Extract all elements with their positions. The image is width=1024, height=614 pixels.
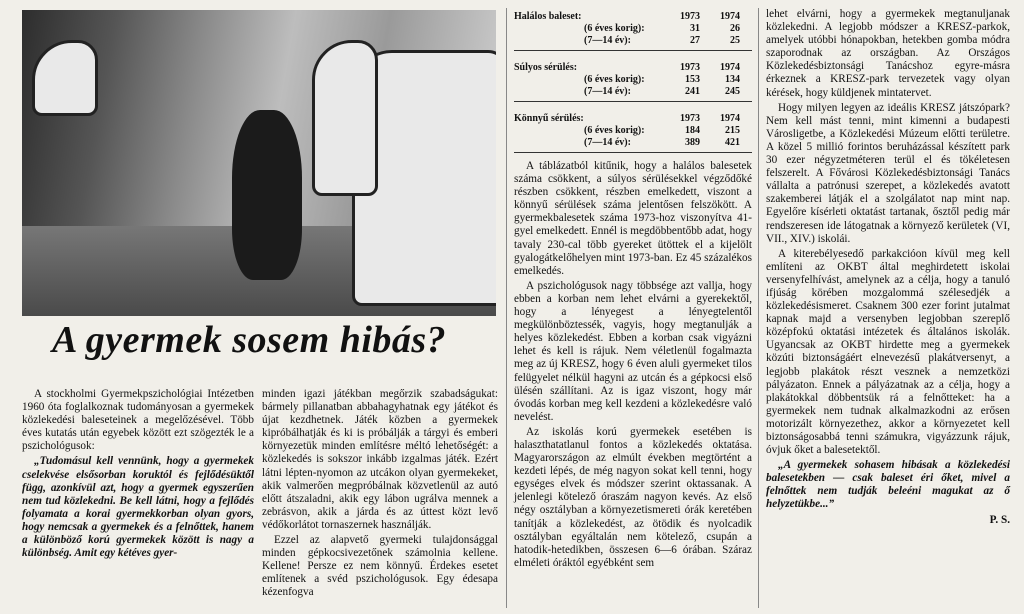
value: 241 (685, 86, 700, 97)
closing-quote: „A gyermekek sohasem hibásak a közlekedési balesetekben — csak baleset éri őket, mivel a felnőttek nem tudják beleéni magukat az ő helyzetükbe...” (766, 459, 1010, 511)
value: 25 (730, 35, 740, 46)
age-group: (6 éves korig): (584, 74, 645, 85)
stats-label: Könnyű sérülés: (514, 113, 584, 124)
article-column-3 (514, 160, 752, 572)
author-signature: P. S. (989, 513, 1010, 526)
article-column-2 (262, 388, 498, 602)
stats-fatal (514, 8, 752, 51)
age-group: (6 éves korig): (584, 23, 645, 34)
year: 1973 (680, 62, 700, 73)
stats-label: Súlyos sérülés: (514, 62, 578, 73)
statistics-table (514, 8, 752, 161)
age-group: (7—14 év): (584, 35, 631, 46)
column-divider (506, 8, 507, 608)
article-column-4 (766, 8, 1010, 527)
value: 134 (725, 74, 740, 85)
column-divider (758, 8, 759, 608)
year: 1974 (720, 11, 740, 22)
age-group: (6 éves korig): (584, 125, 645, 136)
parked-car (32, 40, 98, 116)
value: 421 (725, 137, 740, 148)
year: 1973 (680, 11, 700, 22)
value: 153 (685, 74, 700, 85)
year: 1974 (720, 113, 740, 124)
paragraph: Ezzel az alapvető gyermeki tulajdonsággal minden gépkocsivezetőnek számolnia kellene. Kellene! Persze ez nem könnyű. Érdekes esetet említenek a svéd pszichológusok. Egy édesapa kézenfogva (262, 534, 498, 599)
quote-paragraph: „Tudomásul kell vennünk, hogy a gyermekek cselekvése elsősorban koruktól és fejlődésüktől függ, azonkívül azt, hogy a gyermek egyszerűen nem tud közlekedni. Be kell látni, hogy a fejlődés folyamata a korai gyermekkorban olyan gyors, hogy nemcsak a gyermekek és a felnőttek, hanem a különböző korú gyermekek között is nagy a különbség. Amit egy kétéves gyer- (22, 455, 254, 560)
value: 389 (685, 137, 700, 148)
paragraph: A stockholmi Gyermekpszichológiai Intézetben 1960 óta foglalkoznak tudományosan a gyermekek közlekedési baleseteinek a megelőzésével. Több éves kutatás után egyebek között ezt szögezték le a pszichológusok: (22, 388, 254, 453)
value: 215 (725, 125, 740, 136)
paragraph: A táblázatból kitűnik, hogy a halálos balesetek száma csökkent, a súlyos sérülésekkel végződőké részben csökkent, részben emelkedett, viszont a könnyű sérülések száma jelentősen felszökött. A gyermekbalesetek száma 1973-hoz viszonyítva 41-gyel emelkedett. Ennél is megdöbbentőbb adat, hogy tavaly 230-cal több gyereket ütöttek el a kijelölt gyalogátkelőhelyen mint 1973-ban. Ez 45 százalékos emelkedés. (514, 160, 752, 277)
year: 1974 (720, 62, 740, 73)
age-group: (7—14 év): (584, 137, 631, 148)
paragraph: Hogy milyen legyen az ideális KRESZ játszópark? Nem kell mást tenni, mint kimenni a budapesti Városligetbe, a Közlekedési Múzeum előtti területre. A közel 5 millió forintos beruházással készített park 30 ezer négyzetméteren terül el és tökéletesen felszerelt. A Fővárosi Közlekedésbiztonsági Tanács vállalta a patrónusi szerepet, a közlekedés avatott szakemberei látják el a szolgálatot nap mint nap. Egyelőre kísérleti oktatást tartanak, ősztől pedig már rendszeresen ide látogatnak a környező kerületek (VI, VII., XIV.) iskolái. (766, 101, 1010, 245)
paragraph: minden igazi játékban megőrzik szabadságukat: bármely pillanatban abbahagyhatnak egy játékot és újat kezdhetnek. Játék közben a gyermekek kipróbálhatják és ki is próbálják a tárgyi és emberi környezetük minden említésre méltó lehetőségét: a közlekedés is sokszor inkább izgalmas játék. Ezért látni lépten-nyomon az utcákon olyan gyermekeket, akik valmerően megpróbálnak közvetlenül az autó előtt átszaladni, akik egy lábon ugrálva mennek a zebrásvon, akik a járda és az úttest közt levő védőkorlátot tornaszernek használják. (262, 388, 498, 531)
paragraph: Az iskolás korú gyermekek esetében is halaszthatatlanul fontos a közlekedés oktatása. Magyarországon az elmúlt években megtörtént a kezdeti lépés, de még nagyon sokat kell tenni, hogy egységes elvek és módszer szerint oktassanak. A jelenlegi kötelező óraszám nagyon kevés. Az első négy osztályban a környezetismereti órák keretében tanítják a közlekedést, az ötödik és nyolcadik osztályban egyáltalán nem kötelező, csupán a hatodik-hetedikben, összesen 6—6 órában. Száraz elméleti óráktól egyébként sem (514, 425, 752, 569)
stats-label: Halálos baleset: (514, 11, 582, 22)
running-child (232, 110, 302, 280)
value: 184 (685, 125, 700, 136)
value: 245 (725, 86, 740, 97)
value: 26 (730, 23, 740, 34)
paragraph: lehet elvárni, hogy a gyermekek megtanuljanak közlekedni. A legjobb módszer a KRESZ-parkok, amelyek utóbbi hónapokban, hetekben gomba módra szaporodnak az országban. Az Országos Közlekedésbiztonsági Tanácshoz egyre-másra érkeznek a KRESZ-park tervezetek vagy olyan kérések, hogy küldjenek mintatervet. (766, 8, 1010, 99)
value: 31 (690, 23, 700, 34)
value: 27 (690, 35, 700, 46)
paragraph: A pszichológusok nagy többsége azt vallja, hogy ebben a korban nem lehet elvárni a gyerekektől, hogy a lényegest a lényegtelentől megkülönböztessék, vagyis, hogy megtanulják a helyes közlekedést. Ebben a korban csak vigyázni lehet és kell is rájuk. Nem véletlenül fogalmazta meg az új KRESZ, hogy 6 éven aluli gyermeket tilos felügyelet nélkül hagyni az utcán és a gépkocsi első ülésén szállítani. Az is igaz viszont, hogy már óvodás korban meg kell kezdeni a közlekedésre való nevelést. (514, 279, 752, 423)
paragraph: A kiterebélyesedő parkakcióon kívül meg kell említeni az OKBT által meghirdetett iskolai versenyfelhívást, amelynek az a célja, hogy a tanuló ifjúság körében mozgalommá szélesedjék a közlekedésismeret. Csaknem 300 ezer forint jutalmat kapnak majd a versenyben legjobban szereplő középfokú oktatási intézetek és általános iskolák. Ugyancsak az OKBT hirdette meg a gyermekek közúti biztonságáért elnevezésű plakátversenyt, a legjobb plakátok részt vesznek a nemzetközi pályázaton. Ennek a pályázatnak az a célja, hogy a plakátokkal döbbentsük rá a felnőtteket: ha a gyermekek nem tudnak alkalmazkodni az erősen motorizált környezethez, akkor a környezetet kell biztonságosabbá tenni számukra, vigyázzunk rájuk, óvjuk őket a balesetektől. (766, 247, 1010, 457)
stats-light (514, 110, 752, 153)
article-column-1 (22, 388, 254, 562)
parked-car (312, 40, 378, 196)
age-group: (7—14 év): (584, 86, 631, 97)
year: 1973 (680, 113, 700, 124)
headline: A gyermek sosem hibás? (52, 319, 447, 361)
street-photo (22, 10, 496, 316)
stats-serious (514, 59, 752, 102)
